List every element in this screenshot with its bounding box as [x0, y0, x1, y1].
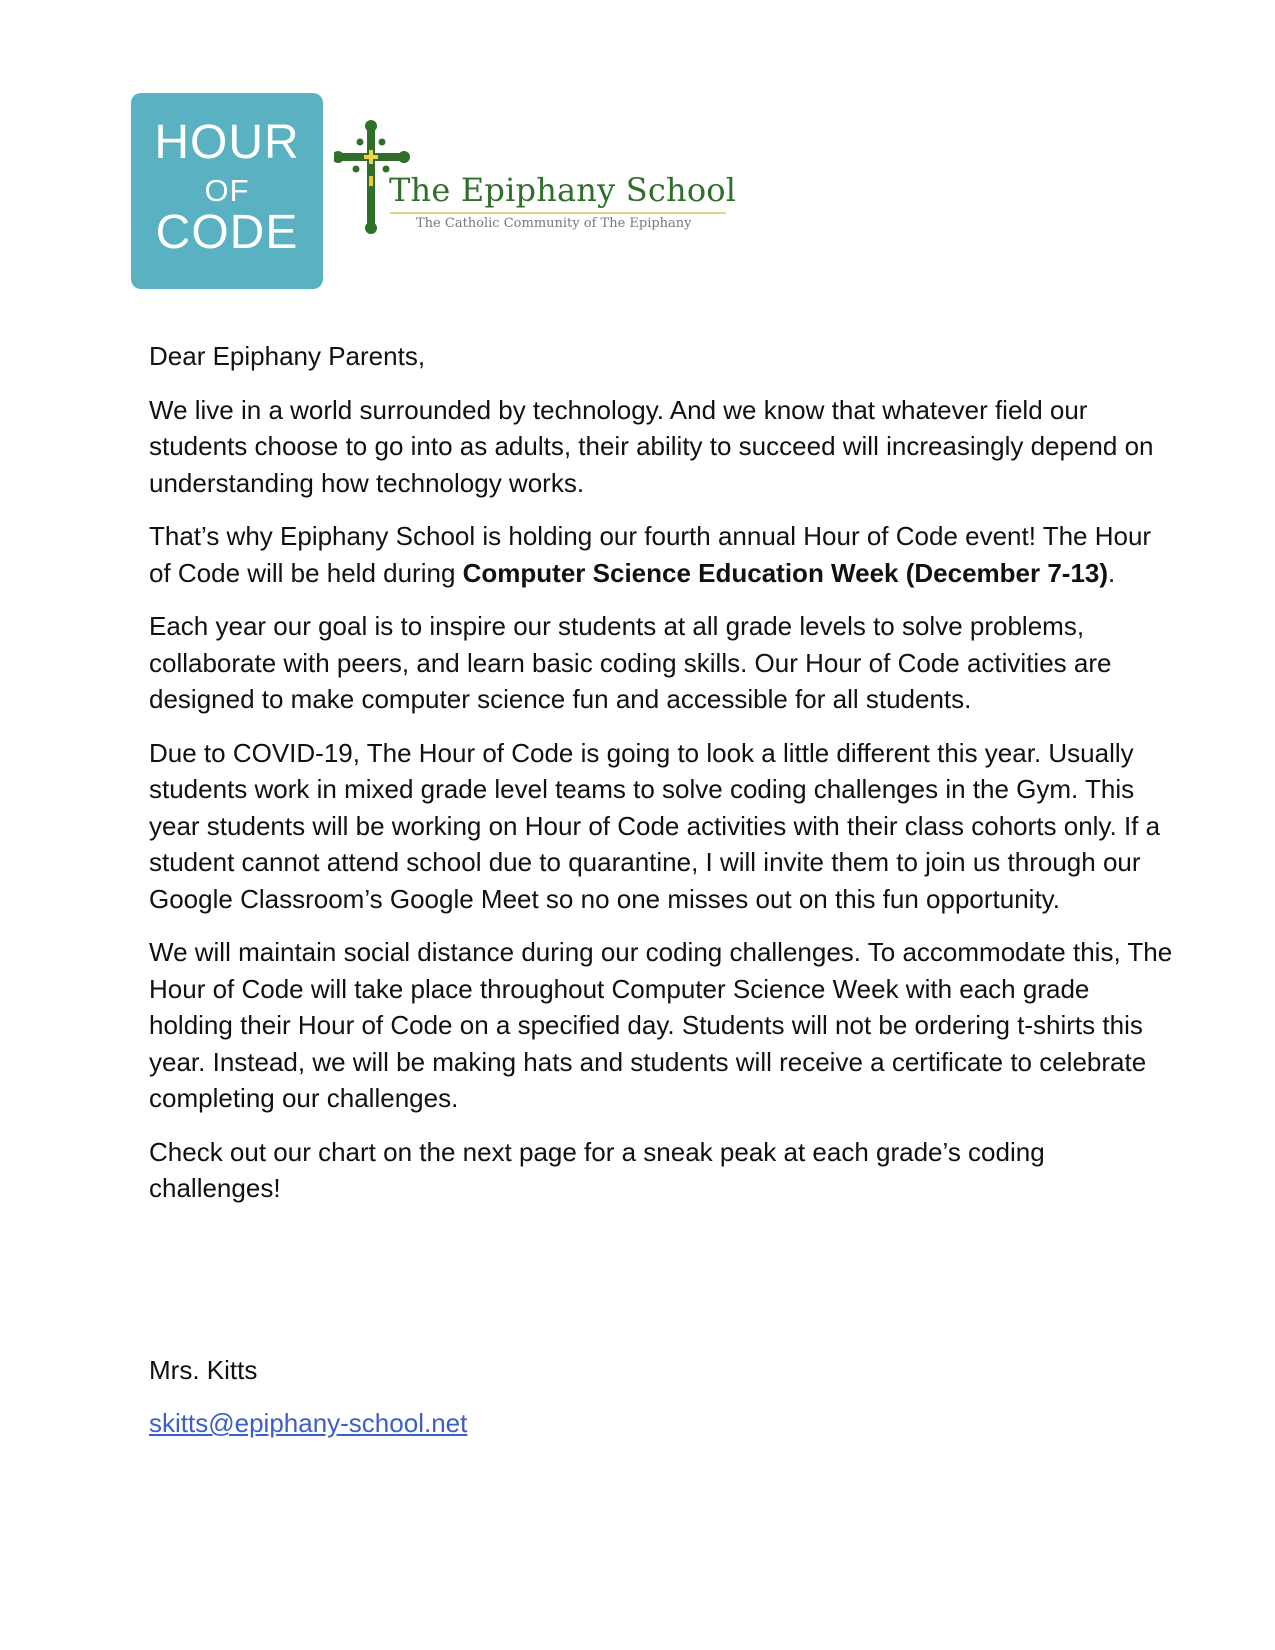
paragraph-2-end: .: [1108, 557, 1116, 588]
paragraph-2: [149, 518, 1179, 591]
hoc-logo-line-1: HOUR: [154, 116, 300, 169]
paragraph-2-text: That’s why Epiphany School is holding our fourth annual Hour of Code event! The Hour of Code will be held during: [149, 521, 1152, 588]
letter-body: [149, 338, 1179, 1224]
paragraph-5: We will maintain social distance during our coding challenges. To accommodate this, The Hour of Code will take place throughout Computer Science Week with each grade holding their Hour of Code on a specified day. Students will not be ordering t-shirts this year. Instead, we will be making hats and students will receive a certificate to celebrate completing our challenges.: [149, 937, 1173, 1113]
hoc-logo-line-2: OF: [204, 173, 250, 208]
school-name-underline: [390, 212, 726, 214]
epiphany-school-logo: [334, 120, 754, 240]
paragraph-1: We live in a world surrounded by technology. And we know that whatever field our students choose to go into as adults, their ability to succeed will increasingly depend on understanding how technology works.: [149, 394, 1154, 498]
email-link[interactable]: skitts@epiphany-school.net: [149, 1408, 468, 1438]
paragraph-3: Each year our goal is to inspire our students at all grade levels to solve problems, collaborate with peers, and learn basic coding skills. Our Hour of Code activities are designed to make computer science fun and accessible for all students.: [149, 611, 1112, 714]
school-tagline: The Catholic Community of The Epiphany: [416, 216, 692, 231]
school-name: The Epiphany School: [389, 171, 737, 209]
hoc-logo-line-3: CODE: [155, 206, 299, 259]
hour-of-code-logo: [131, 93, 323, 289]
paragraph-6: Check out our chart on the next page for a sneak peak at each grade’s coding challenges!: [149, 1136, 1045, 1203]
paragraph-4: Due to COVID-19, The Hour of Code is going to look a little different this year. Usually students work in mixed grade level teams to solve coding challenges in the Gym. This year students will be working on Hour of Code activities with their class cohorts only. If a student cannot attend school due to quarantine, I will invite them to join us through our Google Classroom’s Google Meet so no one misses out on this fun opportunity.: [149, 737, 1161, 914]
event-dates-bold: Computer Science Education Week (December 7-13): [462, 557, 1109, 588]
greeting: Dear Epiphany Parents,: [149, 341, 426, 371]
signature: Mrs. Kitts: [149, 1355, 258, 1385]
